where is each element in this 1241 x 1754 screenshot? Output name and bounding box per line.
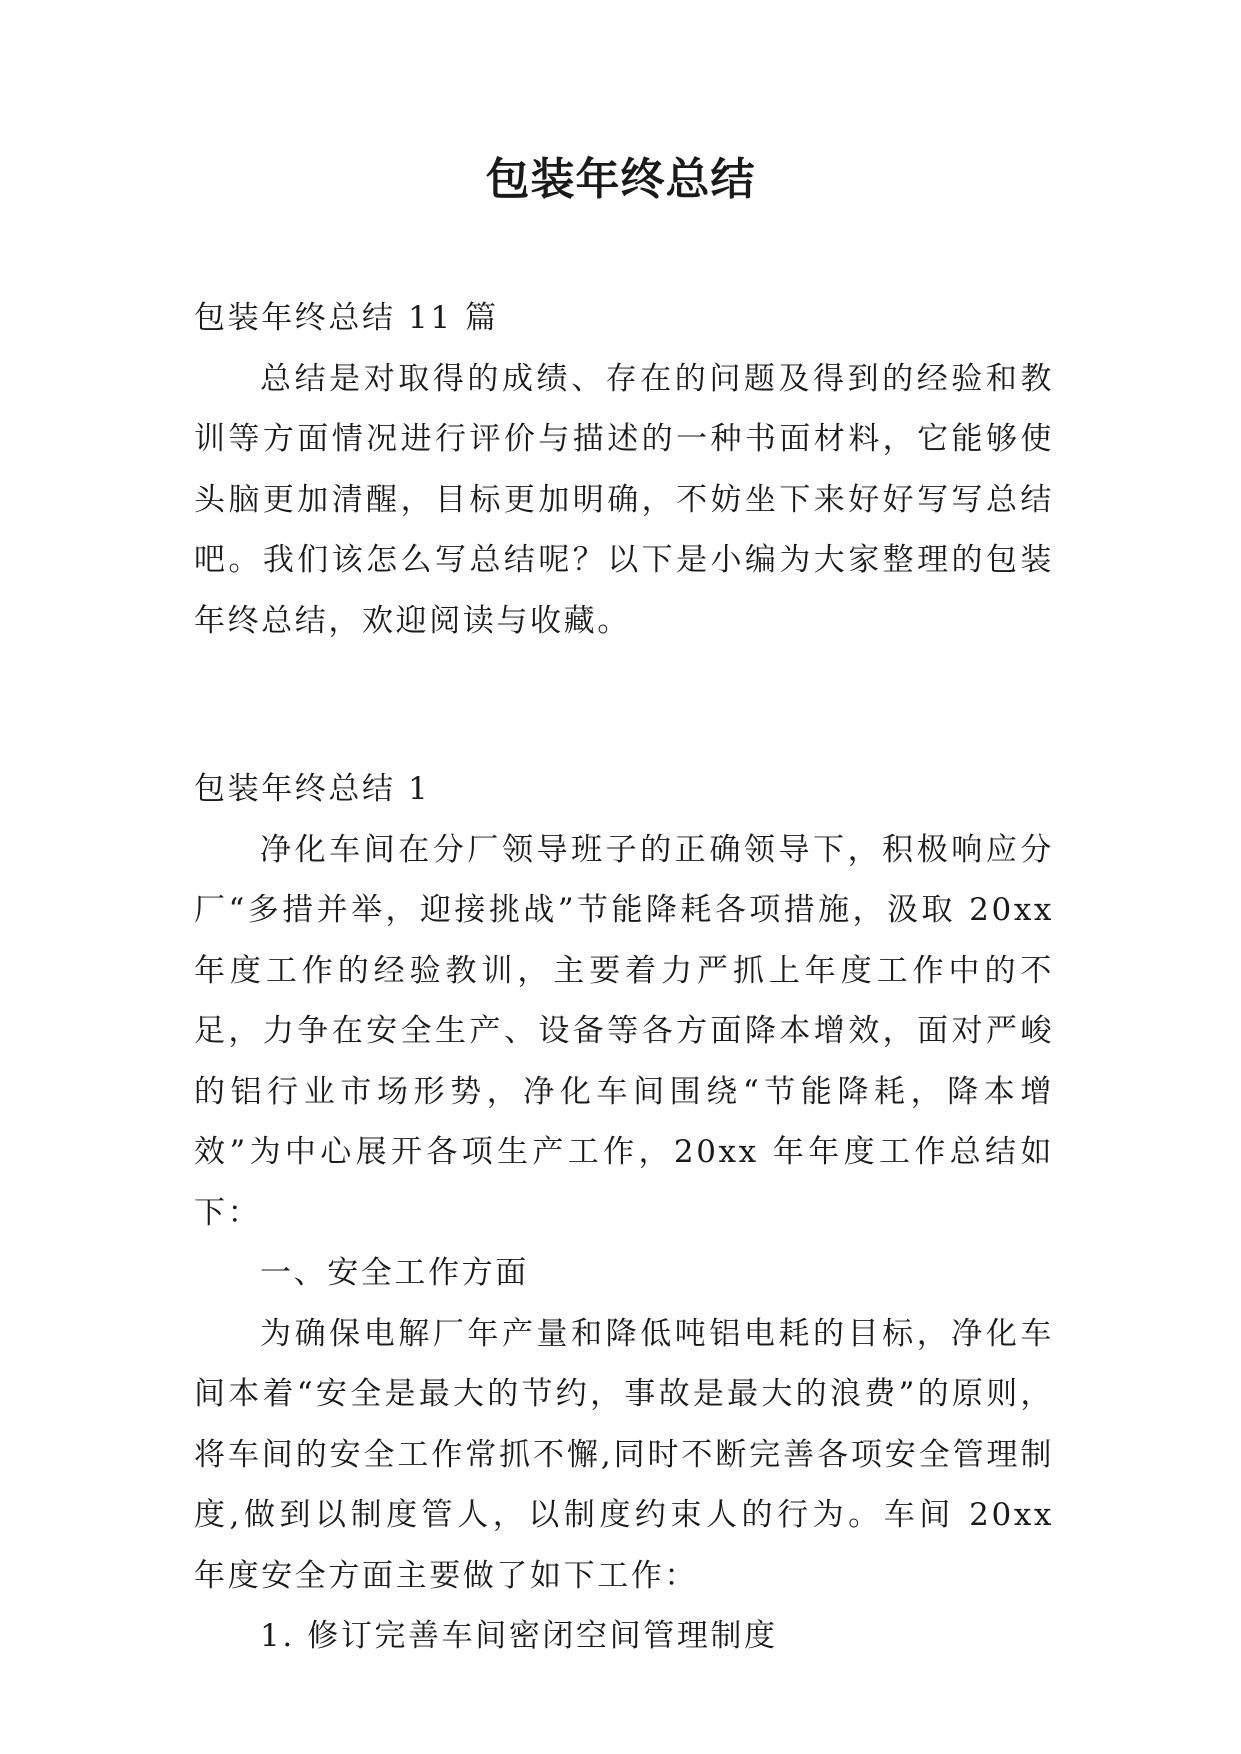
document-title: 包装年终总结 [485, 154, 756, 205]
section-1-block [194, 759, 1054, 1667]
section-1-heading: 包装年终总结 1 [194, 771, 431, 807]
section-1-list-item-1: 1. 修订完善车间密闭空间管理制度 [260, 1618, 778, 1654]
section-1-paragraph-2: 为确保电解厂年产量和降低吨铝电耗的目标，净化车间本着“安全是最大的节约，事故是最大的浪费”的原则，将车间的安全工作常抓不懈,同时不断完善各项安全管理制度,做到以制度管人，以制度约束人的行为。车间 20xx 年度安全方面主要做了如下工作： [194, 1315, 1054, 1594]
section-1-subheading: 一、安全工作方面 [260, 1255, 529, 1291]
intro-block [194, 288, 1054, 651]
section-1-paragraph-1: 净化车间在分厂领导班子的正确领导下，积极响应分厂“多措并举，迎接挑战”节能降耗各项措施，汲取 20xx 年度工作的经验教训，主要着力严抓上年度工作中的不足，力争在安全生产、设备等各方面降本增效，面对严峻的铝行业市场形势，净化车间围绕“节能降耗，降本增效”为中心展开各项生产工作，20xx 年年度工作总结如下： [194, 831, 1054, 1231]
intro-paragraph: 总结是对取得的成绩、存在的问题及得到的经验和教训等方面情况进行评价与描述的一种书面材料，它能够使头脑更加清醒，目标更加明确，不妨坐下来好好写写总结吧。我们该怎么写总结呢？以下是小编为大家整理的包装年终总结，欢迎阅读与收藏。 [194, 360, 1054, 639]
intro-heading: 包装年终总结 11 篇 [194, 300, 499, 336]
